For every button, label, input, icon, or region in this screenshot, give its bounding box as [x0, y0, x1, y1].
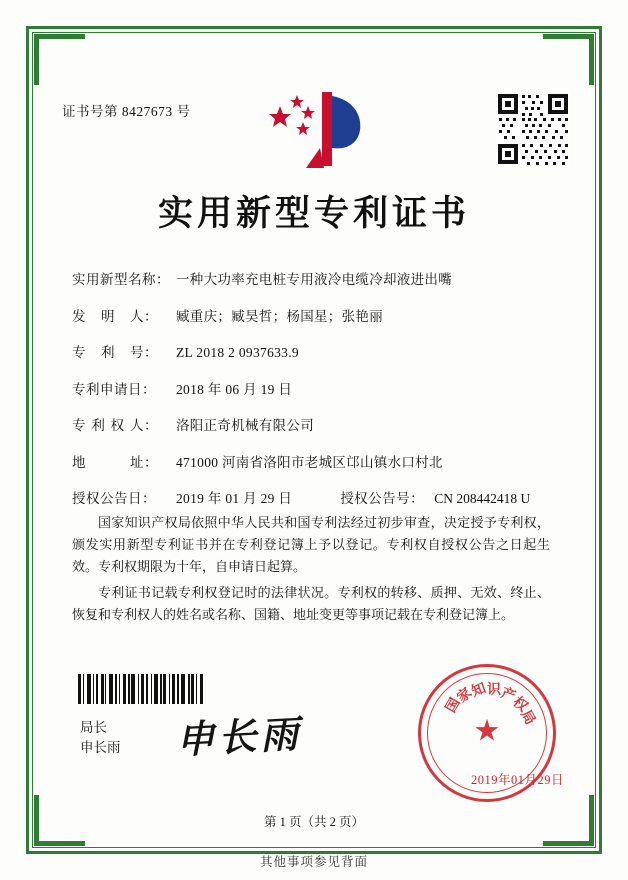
red-star-emblem-icon: ★ — [473, 714, 501, 748]
field-label-char: 权 — [110, 418, 125, 433]
field-label-char: 号： — [130, 345, 158, 360]
back-side-note: 其他事项参见背面 — [259, 855, 368, 869]
director-name-label: 申长雨 — [80, 740, 121, 755]
patent-office-emblem-icon — [262, 86, 370, 172]
field-label-char: 专 — [72, 345, 86, 360]
field-label-char: 专 — [72, 418, 86, 433]
field-utility-model-name — [72, 268, 558, 288]
corner-ornament-top-left — [34, 34, 85, 85]
field-label-char: 利 — [101, 345, 115, 360]
paragraph: 国家知识产权局依照中华人民共和国专利法经过初步审查，决定授予专利权，颁发实用新型专利证书并在专利登记簿上予以登记。专利权自授权公告之日起生效。专利权期限为十年，自申请日起算。 — [72, 515, 550, 574]
corner-ornament-top-right — [543, 34, 594, 85]
legal-text-block — [72, 512, 550, 630]
field-value: 臧重庆；臧昊哲；杨国星；张艳丽 — [176, 308, 383, 324]
field-value: 2018 年 06 月 19 日 — [176, 381, 293, 397]
field-label-char: 发 — [72, 308, 86, 324]
field-patent-number — [72, 341, 558, 361]
field-label-char: 址： — [130, 454, 158, 470]
handwritten-signature: 申长雨 — [175, 710, 304, 763]
field-label — [72, 451, 176, 471]
field-label-char: 人： — [130, 308, 158, 324]
field-value-secondary: CN 208442418 U — [434, 491, 531, 506]
field-label — [72, 305, 176, 325]
field-value: 一种大功率充电桩专用液冷电缆冷却液进出嘴 — [176, 272, 452, 287]
director-role-label: 局长 — [80, 720, 107, 735]
certificate-number: 证书号第 8427673 号 — [62, 104, 191, 119]
field-label-secondary: 授权公告号： — [340, 491, 425, 506]
page-title: 实用新型专利证书 — [157, 193, 470, 234]
field-value: ZL 2018 2 0937633.9 — [176, 345, 299, 360]
seal-date: 2019年01月29日 — [470, 773, 564, 787]
signature-block — [80, 718, 121, 758]
field-label-char: 地 — [72, 454, 86, 470]
field-value: 洛阳正奇机械有限公司 — [176, 418, 314, 433]
page-number: 第 1 页（共 2 页） — [263, 815, 364, 829]
field-label-char: 明 — [101, 308, 115, 324]
field-application-date — [72, 378, 558, 398]
field-label: 实用新型名称： — [72, 272, 170, 287]
paragraph: 专利证书记载专利权登记时的法律状况。专利权的转移、质押、无效、终止、恢复和专利权人的姓名或名称、国籍、地址变更等事项记载在专利登记簿上。 — [72, 585, 550, 622]
field-address — [72, 451, 558, 471]
field-grant-announcement — [72, 487, 558, 507]
seal-text-ring: 国 家 知 识 产 权 局 — [443, 681, 538, 728]
field-label — [72, 341, 176, 361]
certificate-fields — [72, 268, 558, 524]
barcode-icon — [78, 674, 264, 704]
field-value: 2019 年 01 月 29 日 — [176, 491, 293, 506]
field-patentee — [72, 414, 558, 434]
field-label: 授权公告日： — [72, 491, 156, 506]
field-label — [72, 414, 176, 434]
field-label-char: 利 — [91, 418, 106, 433]
field-label: 专利申请日： — [72, 381, 156, 397]
field-inventors — [72, 305, 558, 325]
field-value: 471000 河南省洛阳市老城区邙山镇水口村北 — [176, 454, 443, 470]
qr-code-icon — [496, 92, 570, 166]
field-label-char: 人： — [129, 418, 158, 433]
